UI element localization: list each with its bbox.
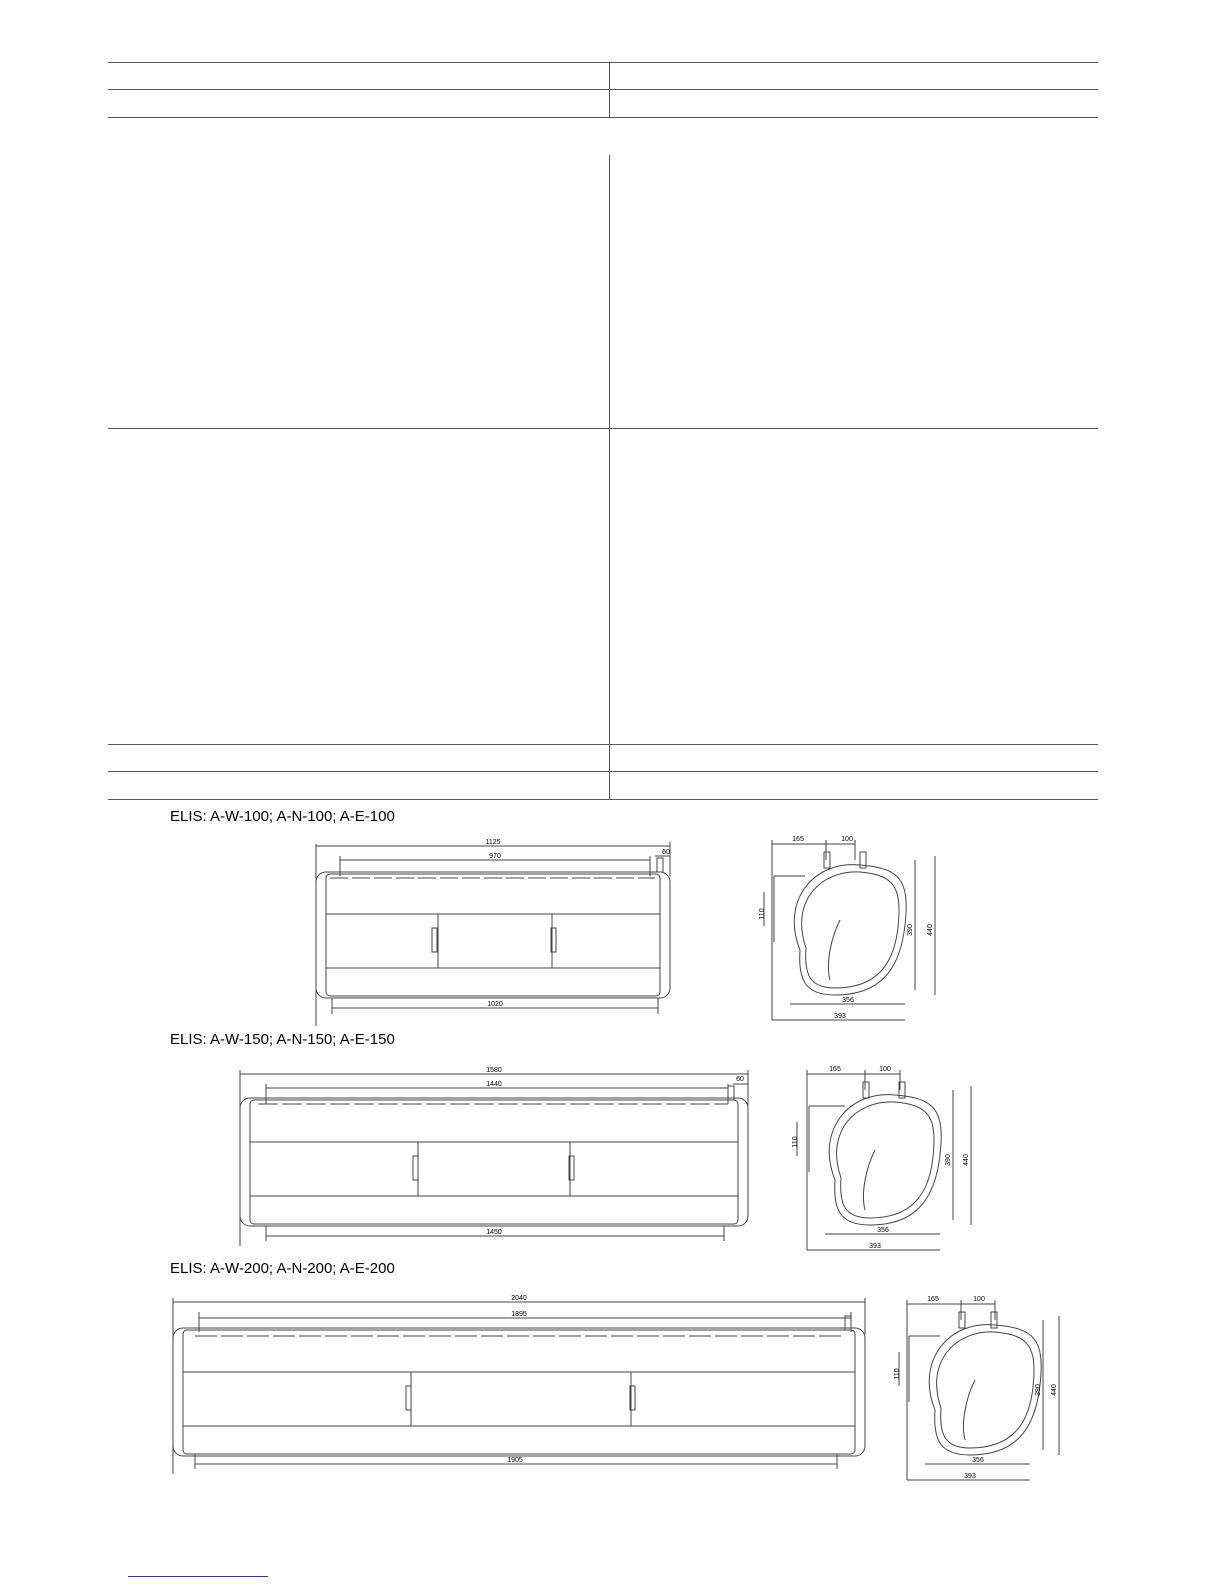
dim-h1: 390 — [907, 924, 914, 936]
dim-bottom-width: 1905 — [507, 1457, 523, 1464]
dim-d2: 100 — [841, 836, 853, 843]
side-view-drawing-150 — [792, 1060, 985, 1256]
dim-h1: 390 — [1035, 1384, 1042, 1396]
table-column-divider — [609, 62, 610, 117]
dim-overall-width: 1580 — [486, 1067, 502, 1074]
dim-inner-width: 970 — [489, 853, 501, 860]
table-rule — [108, 62, 1098, 63]
dim-h2: 440 — [927, 924, 934, 936]
dim-offset: 60 — [662, 849, 670, 856]
dim-overall-width: 1125 — [485, 839, 501, 846]
dim-d1: 165 — [829, 1066, 841, 1073]
dim-bottom-width: 1450 — [486, 1229, 502, 1236]
side-view-drawing-100 — [760, 830, 950, 1026]
dim-inner-width: 1440 — [486, 1081, 502, 1088]
dim-d1: 165 — [927, 1296, 939, 1303]
dim-d1: 165 — [792, 836, 804, 843]
dim-w2: 393 — [869, 1243, 881, 1250]
dim-w1: 356 — [877, 1227, 889, 1234]
footer-rule — [128, 1576, 268, 1577]
dim-d2: 100 — [973, 1296, 985, 1303]
dim-w2: 393 — [834, 1013, 846, 1020]
dim-h2: 440 — [1051, 1384, 1058, 1396]
side-view-drawing-200 — [895, 1290, 1075, 1486]
dim-w1: 356 — [842, 997, 854, 1004]
dim-overall-width: 2040 — [511, 1295, 527, 1302]
section-title-200: ELIS: A-W-200; A-N-200; A-E-200 — [170, 1260, 395, 1277]
front-view-drawing-150 — [228, 1066, 758, 1246]
dim-bracket-height: 110 — [894, 1368, 901, 1380]
table-rule — [108, 117, 1098, 118]
front-view-drawing-100 — [300, 836, 690, 1026]
table-rule — [108, 428, 1098, 429]
table-column-divider — [609, 155, 610, 800]
table-rule — [108, 799, 1098, 800]
table-rule — [108, 89, 1098, 90]
section-title-100: ELIS: A-W-100; A-N-100; A-E-100 — [170, 808, 395, 825]
dim-offset: 60 — [736, 1076, 744, 1083]
table-rule — [108, 771, 1098, 772]
front-view-drawing-200 — [165, 1294, 875, 1474]
dim-w1: 356 — [972, 1457, 984, 1464]
section-title-150: ELIS: A-W-150; A-N-150; A-E-150 — [170, 1031, 395, 1048]
dim-inner-width: 1895 — [511, 1311, 527, 1318]
table-rule — [108, 744, 1098, 745]
dim-w2: 393 — [964, 1473, 976, 1480]
dim-bracket-height: 110 — [759, 908, 766, 920]
dim-bottom-width: 1020 — [487, 1001, 503, 1008]
dim-bracket-height: 110 — [792, 1136, 799, 1148]
dim-h2: 440 — [963, 1154, 970, 1166]
dim-d2: 100 — [879, 1066, 891, 1073]
dim-h1: 390 — [945, 1154, 952, 1166]
